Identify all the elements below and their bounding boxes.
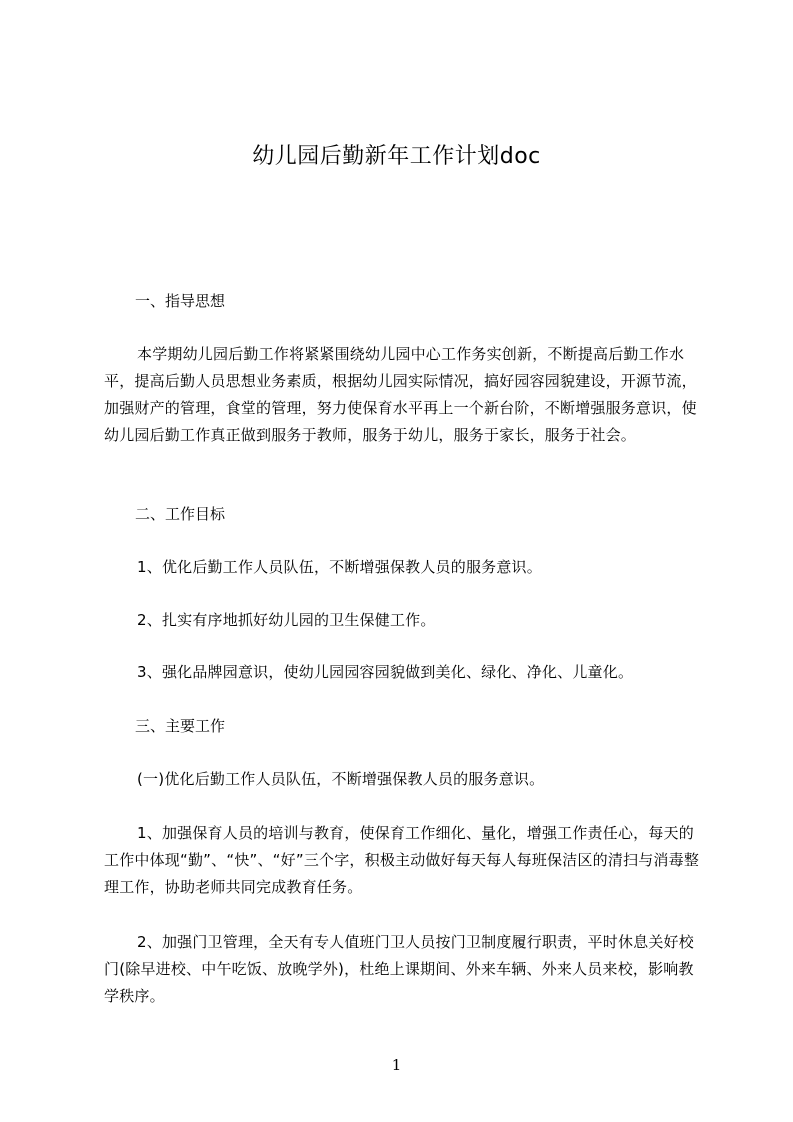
paragraph-goal-1: 1、优化后勤工作人员队伍，不断增强保教人员的服务意识。 (137, 558, 542, 576)
paragraph-main-work-sub-1: (一)优化后勤工作人员队伍，不断增强保教人员的服务意识。 (137, 770, 545, 788)
paragraph-guiding-thought: 本学期幼儿园后勤工作将紧紧围绕幼儿园中心工作务实创新，不断提高后勤工作水平，提高后勤人员思想业务素质，根据幼儿园实际情况，搞好园容园貌建设，开源节流，加强财产的管理，食堂的管理，努力使保育水平再上一个新台阶，不断增强服务意识，使幼儿园后勤工作真正做到服务于教师，服务于幼儿，服务于家长，服务于社会。 (104, 345, 697, 444)
paragraph-main-work-item-1: 1、加强保育人员的培训与教育，使保育工作细化、量化，增强工作责任心，每天的工作中体现“勤”、“快”、“好”三个字，积极主动做好每天每人每班保洁区的清扫与消毒整理工作，协助老师共同完成教育任务。 (104, 824, 700, 896)
paragraph-main-work-item-2: 2、加强门卫管理，全天有专人值班门卫人员按门卫制度履行职责，平时休息关好校门(除早进校、中午吃饭、放晚学外)，杜绝上课期间、外来车辆、外来人员来校，影响教学秩序。 (104, 933, 694, 1005)
section-heading-work-goals: 二、工作目标 (135, 505, 226, 523)
page-number: 1 (391, 1056, 402, 1074)
section-heading-guiding-thought: 一、指导思想 (135, 292, 226, 310)
paragraph-goal-3: 3、强化品牌园意识，使幼儿园园容园貌做到美化、绿化、净化、儿童化。 (137, 663, 634, 681)
document-title: 幼儿园后勤新年工作计划doc (252, 144, 541, 169)
section-heading-main-work: 三、主要工作 (135, 717, 226, 735)
paragraph-goal-2: 2、扎实有序地抓好幼儿园的卫生保健工作。 (137, 611, 436, 629)
